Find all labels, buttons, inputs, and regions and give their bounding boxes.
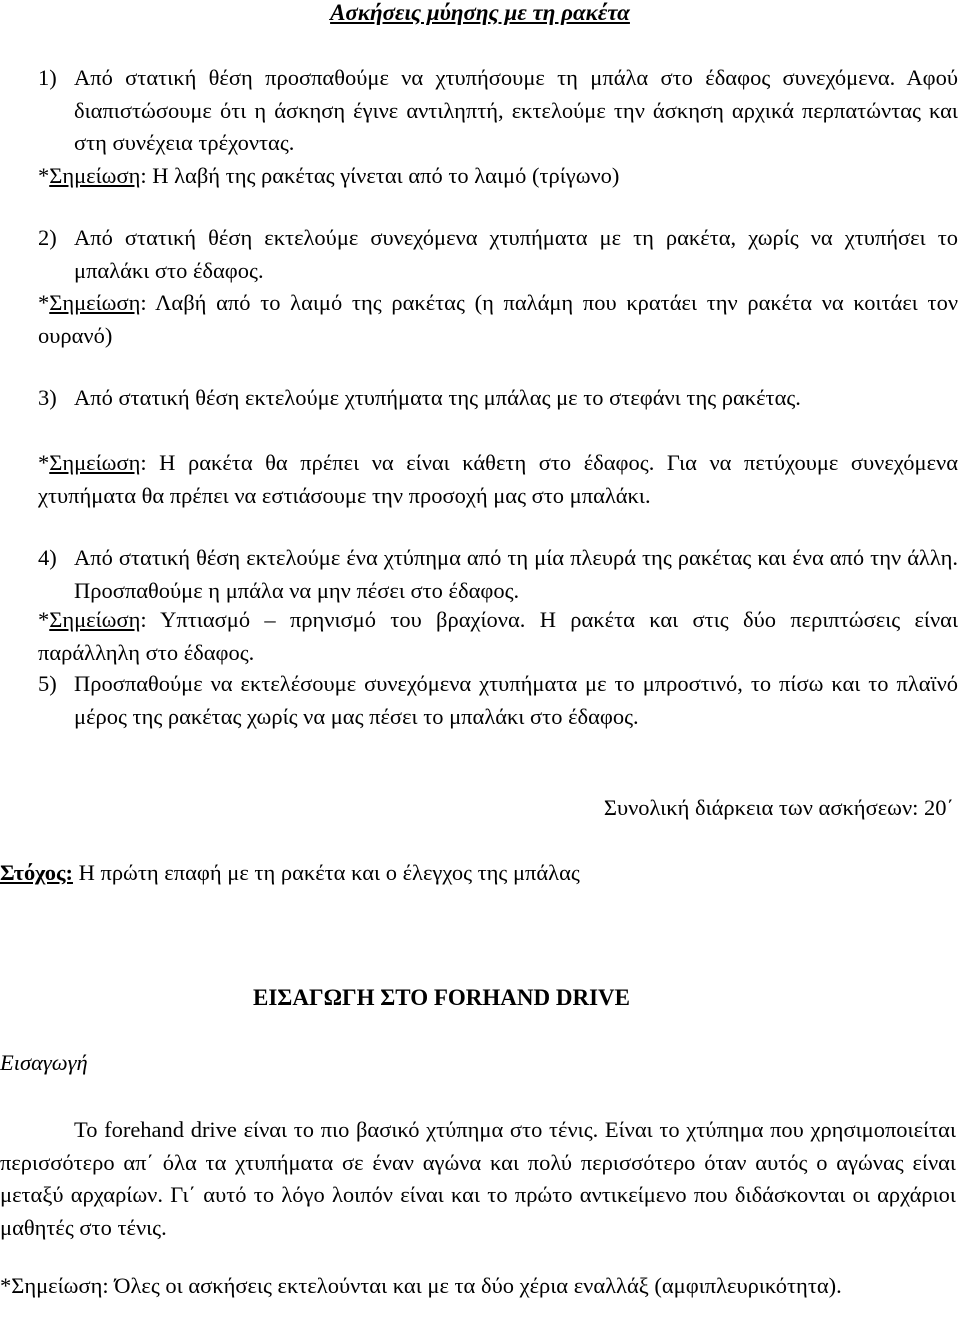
exercise-number: 1): [38, 65, 57, 90]
exercise-number: 5): [38, 671, 57, 696]
exercise-number: 3): [38, 385, 57, 410]
exercise-text: Από στατική θέση προσπαθούμε να χτυπήσουμε τη μπάλα στο έδαφος συνεχόμενα. Αφού διαπιστώσουμε ότι η άσκηση έγινε αντιληπτή, εκτελούμε την άσκηση αρχικά περπατώντας και στη συνέχεια τρέχοντας.: [74, 65, 958, 155]
note-label: Σημείωση: [49, 163, 141, 188]
final-note: *Σημείωση: Όλες οι ασκήσεις εκτελούνται και με τα δύο χέρια εναλλάξ (αμφιπλευρικότητα).: [0, 1273, 842, 1298]
note-label: Σημείωση: [49, 450, 141, 475]
exercise-item-1: [38, 62, 958, 160]
note-text: : Λαβή από το λαιμό της ρακέτας (η παλάμη που κρατάει την ρακέτα να κοιτάει τον ουρανό): [38, 290, 958, 348]
exercise-text: Προσπαθούμε να εκτελέσουμε συνεχόμενα χτυπήματα με το μπροστινό, το πίσω και το πλαϊνό μέρος της ρακέτας χωρίς να μας πέσει το μπαλάκι στο έδαφος.: [74, 671, 958, 729]
goal-label: Στόχος:: [0, 860, 73, 885]
note-star: *: [38, 607, 50, 632]
exercise-text: Από στατική θέση εκτελούμε χτυπήματα της μπάλας με το στεφάνι της ρακέτας.: [74, 385, 801, 410]
exercise-item-2: [38, 222, 958, 287]
goal-text: Η πρώτη επαφή με τη ρακέτα και ο έλεγχος της μπάλας: [72, 860, 580, 885]
side-label: Εισαγωγή: [0, 1050, 88, 1075]
exercise-item-5: [38, 668, 958, 733]
exercise-text: Από στατική θέση εκτελούμε συνεχόμενα χτυπήματα με τη ρακέτα, χωρίς να χτυπήσει το μπαλάκι στο έδαφος.: [74, 225, 958, 283]
exercise-item-4: [38, 542, 958, 607]
total-duration: Συνολική διάρκεια των ασκήσεων: 20΄: [603, 795, 954, 820]
note-label: Σημείωση: [49, 607, 141, 632]
note-star: *: [38, 290, 50, 315]
intro-paragraph: Το forehand drive είναι το πιο βασικό χτύπημα στο τένις. Είναι το χτύπημα που χρησιμοποιείται περισσότερο απ΄ όλα τα χτυπήματα σε έναν αγώνα και πολύ περισσότερο όταν αυτός ο αγώνας είναι μεταξύ αρχαρίων. Γι΄ αυτό το λόγο λοιπόν είναι και το πρώτο αντικείμενο που διδάσκονται οι αρχάριοι μαθητές στο τένις.: [0, 1117, 956, 1240]
exercise-note-2: [38, 287, 958, 352]
exercise-text: Από στατική θέση εκτελούμε ένα χτύπημα από τη μία πλευρά της ρακέτας και ένα από την άλλη. Προσπαθούμε η μπάλα να μην πέσει στο έδαφος.: [74, 545, 958, 603]
note-star: *: [38, 450, 50, 475]
exercise-number: 2): [38, 225, 57, 250]
note-text: : Η ρακέτα θα πρέπει να είναι κάθετη στο έδαφος. Για να πετύχουμε συνεχόμενα χτυπήματα θα πρέπει να εστιάσουμε την προσοχή μας στο μπαλάκι.: [38, 450, 958, 508]
exercise-note-1: [38, 160, 958, 193]
page-title: Ασκήσεις μύησης με τη ρακέτα: [330, 0, 630, 25]
exercise-note-4: [38, 604, 958, 669]
note-star: *: [38, 163, 50, 188]
goal-line: [0, 860, 580, 886]
note-label: Σημείωση: [49, 290, 141, 315]
section-heading: ΕΙΣΑΓΩΓΗ ΣΤΟ FORHAND DRIVE: [253, 985, 631, 1010]
exercise-note-3: [38, 447, 958, 512]
note-text: : Υπτιασμό – πρηνισμό του βραχίονα. Η ρακέτα και στις δύο περιπτώσεις είναι παράλληλη στο έδαφος.: [38, 607, 958, 665]
exercise-number: 4): [38, 545, 57, 570]
exercise-item-3: [38, 382, 958, 415]
note-text: : Η λαβή της ρακέτας γίνεται από το λαιμό (τρίγωνο): [140, 163, 620, 188]
